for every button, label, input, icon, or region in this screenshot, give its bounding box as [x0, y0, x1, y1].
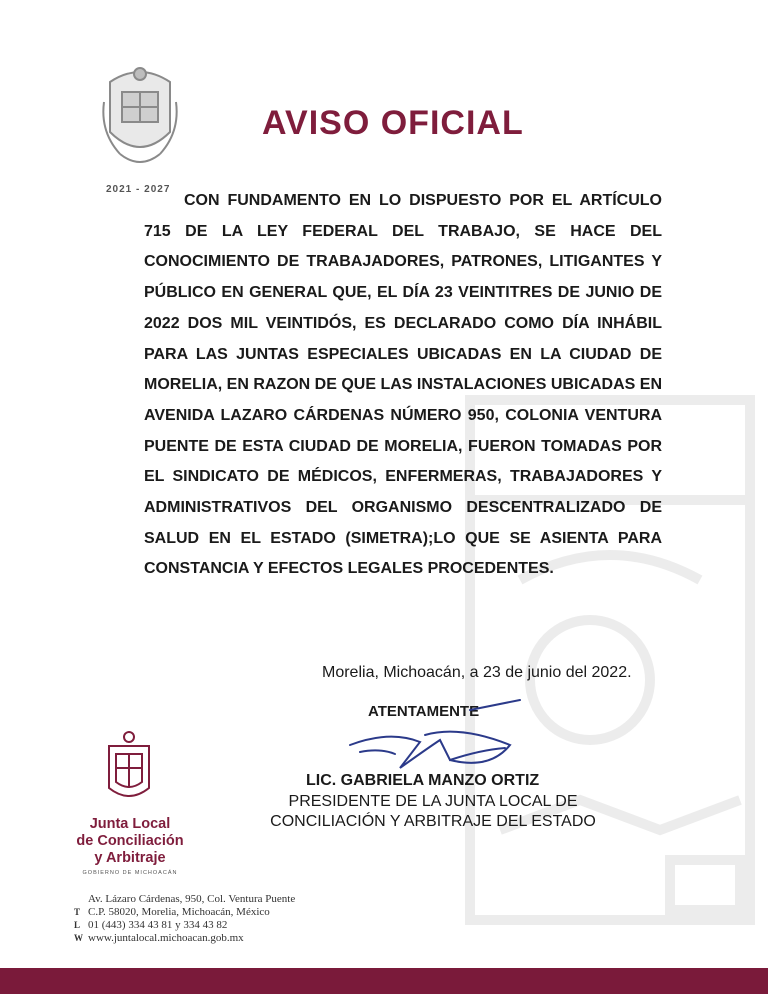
- contact-block: [74, 893, 295, 945]
- institution-name-line: y Arbitraje: [94, 850, 166, 866]
- address-line: C.P. 58020, Morelia, Michoacán, México: [88, 906, 270, 918]
- contact-marker: T: [74, 907, 81, 917]
- signer-name: LIC. GABRIELA MANZO ORTIZ: [306, 772, 540, 789]
- junta-local-shield-icon: [104, 730, 154, 806]
- signer-role-line: CONCILIACIÓN Y ARBITRAJE DEL ESTADO: [270, 813, 596, 830]
- institution-name-line: de Conciliación: [76, 833, 184, 849]
- phone-line: 01 (443) 334 43 81 y 334 43 82: [88, 919, 228, 931]
- closing-salutation: ATENTAMENTE: [368, 703, 480, 720]
- signer-role: [200, 792, 666, 832]
- website-link[interactable]: www.juntalocal.michoacan.gob.mx: [88, 932, 244, 944]
- address-line: Av. Lázaro Cárdenas, 950, Col. Ventura Puente: [88, 893, 296, 905]
- contact-marker: W: [74, 933, 83, 943]
- institution-name-line: Junta Local: [89, 816, 171, 832]
- contact-marker: L: [74, 920, 81, 930]
- footer-bar: [0, 968, 768, 994]
- administration-years: 2021 - 2027: [106, 184, 171, 195]
- date-line: Morelia, Michoacán, a 23 de junio del 2022.: [322, 664, 632, 681]
- signer-role-line: PRESIDENTE DE LA JUNTA LOCAL DE: [288, 793, 578, 810]
- michoacan-coat-of-arms-icon: [100, 62, 180, 174]
- notice-body-text: CON FUNDAMENTO EN LO DISPUESTO POR EL ARTÍCULO 715 DE LA LEY FEDERAL DEL TRABAJO, SE HACE DEL CONOCIMIENTO DE TRABAJADORES, PATRONES, LITIGANTES Y PÚBLICO EN GENERAL QUE, EL DÍA 23 VEINTITRES DE JUNIO DE 2022 DOS MIL VEINTIDÓS, ES DECLARADO COMO DÍA INHÁBIL PARA LAS JUNTAS ESPECIALES UBICADAS EN LA CIUDAD DE MORELIA, EN RAZON DE QUE LAS INSTALACIONES UBICADAS EN AVENIDA LAZARO CÁRDENAS NÚMERO 950, COLONIA VENTURA PUENTE DE ESTA CIUDAD DE MORELIA, FUERON TOMADAS POR EL SINDICATO DE MÉDICOS, ENFERMERAS, TRABAJADORES Y ADMINISTRATIVOS DEL ORGANISMO DESCENTRALIZADO DE SALUD EN EL ESTADO (SIMETRA);LO QUE SE ASIENTA PARA CONSTANCIA Y EFECTOS LEGALES PROCEDENTES.: [144, 192, 662, 578]
- institution-name: [70, 816, 190, 867]
- institution-subtitle: GOBIERNO DE MICHOACÁN: [82, 870, 178, 876]
- notice-body: [144, 186, 662, 585]
- page-title: AVISO OFICIAL: [262, 104, 524, 142]
